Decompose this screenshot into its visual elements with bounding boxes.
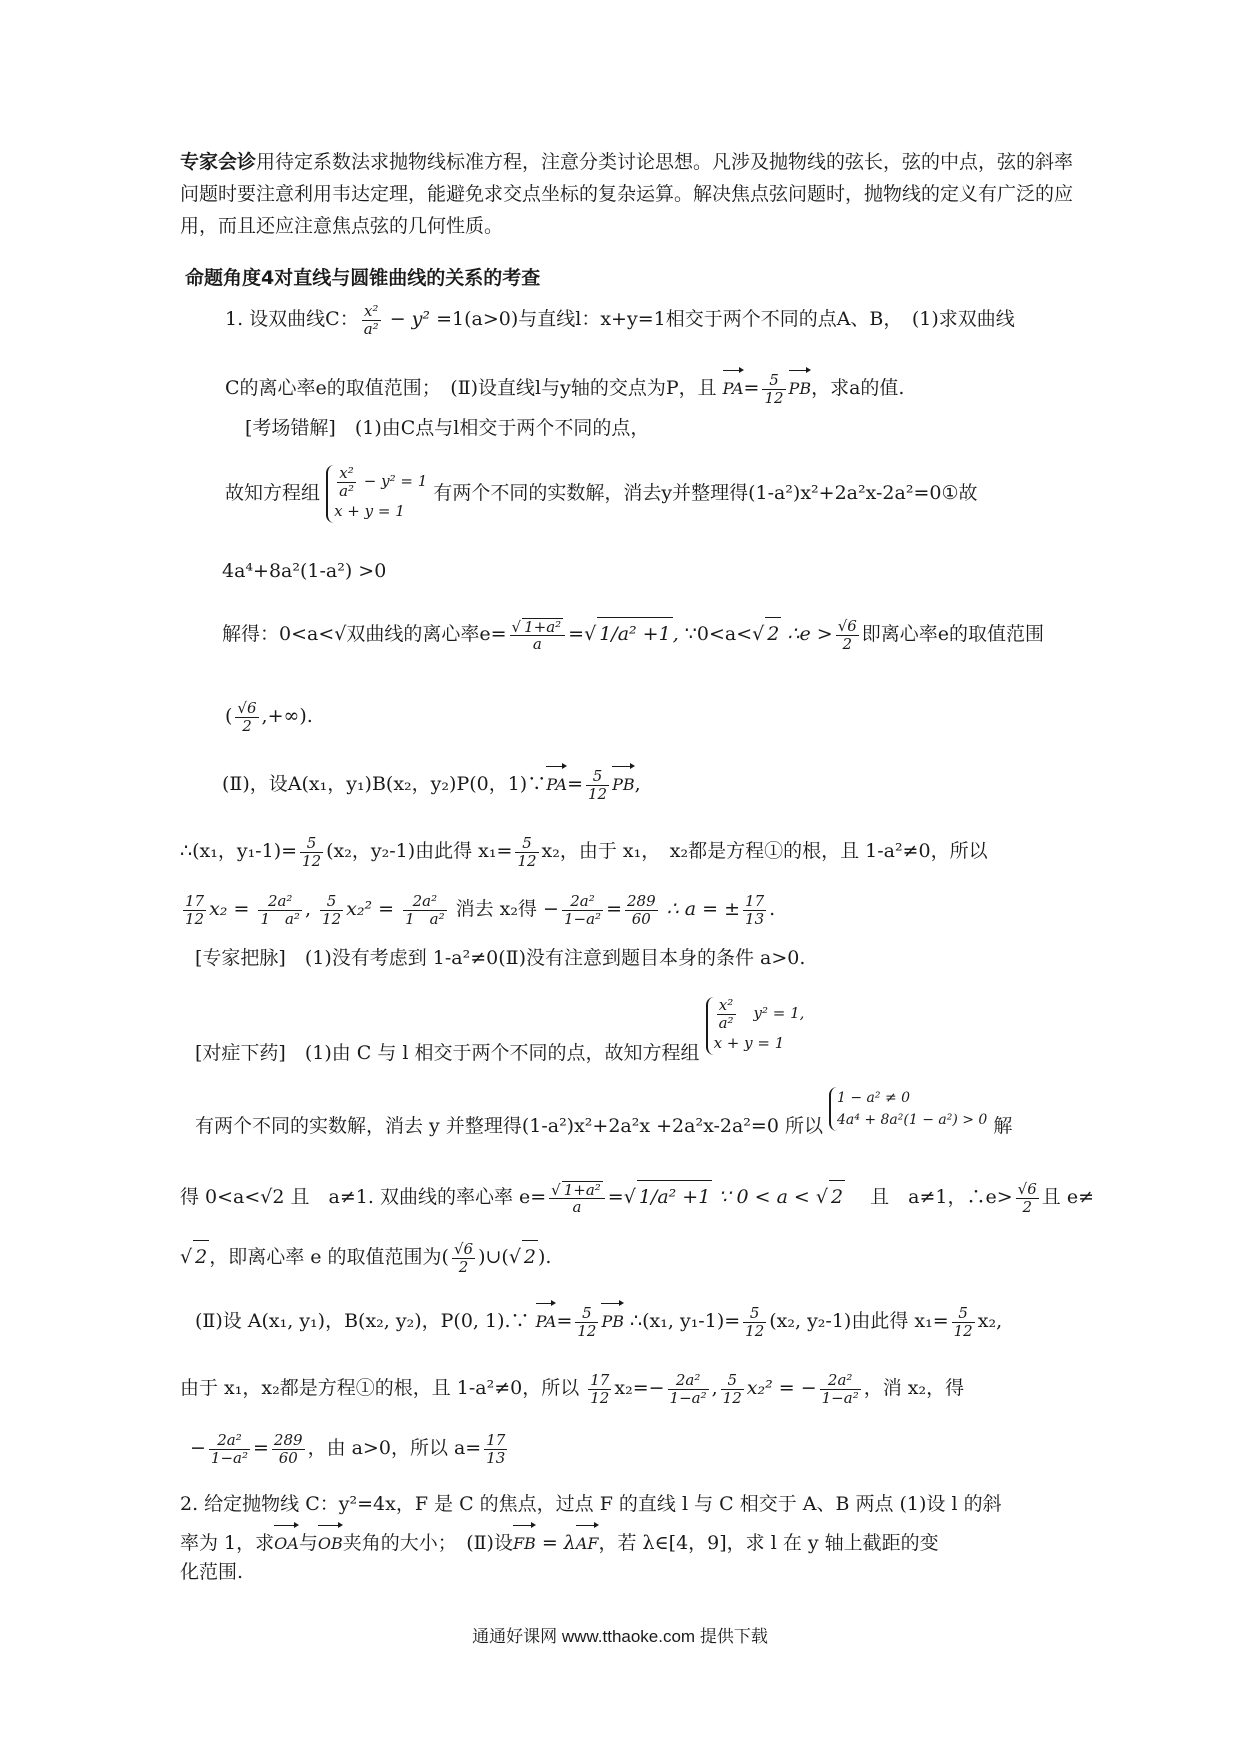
math-5-12: $\frac{5}{12}$ [517, 834, 537, 870]
correct-part2-line: (Ⅱ)设 A(x₁, y₁)，B(x₂, y₂)，P(0, 1).∵ PA= $\frac{5}{12}$ PB ∴(x₁, y₁-1)= $\frac{5}{12}$ (x₂, y₂-1)由此得 x₁= $\frac{5}{12}$ x₂, [195, 1300, 1002, 1339]
part2-solve-line: $\frac{17}{12}$ x₂ = $\frac{\text{2a²}}{\text{1 a²}}$ , $\frac{5}{12}$ x₂² = $\frac{\text{2a²}}{\text{1 a²}}$ 消去 x₂得 − $\frac{\text{2a²}}{\text{1−a²}}$ = $\frac{289}{60}$ ∴ a = ± $\frac{17}{13}$ . [185, 892, 776, 928]
footer-source: 通通好课网 www.tthaoke.com 提供下载 [472, 1627, 768, 1646]
math-5-12: $\frac{5}{12}$ [322, 892, 342, 928]
vector-pb: PB [612, 763, 635, 801]
math-minus-y2: − y² [383, 308, 437, 330]
correct-range-line: √ 2 ，即离心率 e 的取值范围为( $\frac{√6}{2}$ )∪(√ 2 ). [180, 1240, 552, 1276]
math-2a2-over-1-minus-a2: $\frac{\text{2a²}}{\text{1−a²}}$ [669, 1371, 707, 1407]
intro-lead: 专家会诊 [180, 151, 257, 173]
vector-pb: PB [789, 367, 812, 405]
problem2-line2: 率为 1，求OA与OB夹角的大小； (Ⅱ)设FB = λAF，若 λ∈[4，9]，求 l 在 y 轴上截距的变 [180, 1522, 939, 1560]
section-heading: 命题角度4对直线与圆锥曲线的关系的考查 [185, 267, 541, 289]
math-equation-system: $\frac{\text{x²}}{\text{a²}}$ y² = 1, x + y = 1 [706, 997, 805, 1055]
problem2-line3: 化范围. [180, 1561, 244, 1583]
math-sqrt6-over-2: $\frac{√6}{2}$ [453, 1240, 474, 1276]
part2-derivation-line: ∴(x₁，y₁-1)= $\frac{5}{12}$ (x₂，y₂-1)由此得 x₁= $\frac{5}{12}$ x₂，由于 x₁， x₂都是方程①的根，且 1-a²≠0，所以 [180, 834, 988, 870]
math-sqrt-expression: √ 1/a² +1 , [584, 623, 679, 645]
problem1-line2: C的离心率e的取值范围； (Ⅱ)设直线l与y轴的交点为P，且 PA= $\frac{5}{12}$ PB，求a的值. [225, 367, 904, 406]
math-inequality-system: 1 − a² ≠ 0 4a⁴ + 8a²(1 − a²) > 0 [829, 1087, 987, 1131]
discriminant-line: 4a⁴+8a²(1-a²) >0 [222, 560, 387, 582]
correct-solution-intro: [对症下药] (1)由 C 与 l 相交于两个不同的点，故知方程组 $\frac{\text{x²}}{\text{a²}}$ y² = 1, x + y = 1 [195, 996, 805, 1064]
math-sqrt2: √ 2 [180, 1246, 209, 1268]
math-5-12: $\frac{5}{12}$ [302, 834, 322, 870]
math-sqrt6-over-2: $\frac{√6}{2}$ [1017, 1180, 1037, 1216]
math-5-12: $\frac{5}{12}$ [745, 1304, 765, 1340]
correct-part2-solve: 由于 x₁，x₂都是方程①的根，且 1-a²≠0，所以 $\frac{17}{12}$ x₂=− $\frac{\text{2a²}}{\text{1−a²}}$ , $\frac{5}{12}$ x₂² = − $\frac{\text{2a²}}{\text{1−a²}}$ ，消 x₂，得 [180, 1371, 965, 1407]
math-sqrt-1-a2-over-a: $\frac{\text{√ 1+a²}}{a}$ [510, 618, 566, 653]
vector-pa: PA [546, 763, 567, 801]
math-5-12: $\frac{5}{12}$ [953, 1304, 973, 1340]
math-2a2-over-1-minus-a2: $\frac{\text{2a²}}{\text{1−a²}}$ [210, 1431, 248, 1467]
correct-eccentricity-line: 得 0<a<√2 且 a≠1. 双曲线的率心率 e= $\frac{\text{√ 1+a²}}{a}$ =√ 1/a² +1 ∵ 0 < a < √ 2 且 a≠1，∴e> $\frac{√6}{2}$ 且 e≠ [180, 1180, 1094, 1216]
intro-paragraph [180, 146, 1080, 242]
math-17-12: $\frac{17}{12}$ [185, 892, 205, 928]
math-2a2-over-1-minus-a2: $\frac{\text{2a²}}{\text{1−a²}}$ [563, 892, 602, 928]
wrong-solution-system: 故知方程组 $\frac{\text{x²}}{\text{a²}}$ − y² = 1 x + y = 1 有两个不同的实数解，消去y并整理得(1-a²)x²+2a²x-2a²=0①故 [225, 465, 978, 523]
correct-part2-answer: − $\frac{\text{2a²}}{\text{1−a²}}$ = $\frac{289}{60}$ ，由 a>0，所以 a= $\frac{17}{13}$ [190, 1431, 506, 1467]
math-x2-over-a2: $\frac{\text{x²}}{\text{a²}}$ [363, 302, 379, 338]
math-sqrt2: √ 2 [509, 1246, 538, 1268]
vector-fb: FB [513, 1522, 536, 1560]
math-2a2-over-1-minus-a2: $\frac{\text{2a²}}{\text{1−a²}}$ [821, 1371, 859, 1407]
problem1-line1: 1. 设双曲线C： $\frac{\text{x²}}{\text{a²}}$ − y² =1(a>0)与直线l：x+y=1相交于两个不同的点A、B， (1)求双曲线 [225, 302, 1015, 338]
math-2a2-over-1-a2: $\frac{\text{2a²}}{\text{1 a²}}$ [405, 892, 445, 928]
math-sqrt6-over-2: $\frac{√6}{2}$ [237, 699, 257, 735]
math-2a2-over-1-a2: $\frac{\text{2a²}}{\text{1 a²}}$ [260, 892, 300, 928]
math-17-12: $\frac{17}{12}$ [590, 1371, 610, 1407]
math-equation-system: $\frac{\text{x²}}{\text{a²}}$ − y² = 1 x + y = 1 [326, 465, 427, 523]
vector-ob: OB [318, 1522, 343, 1560]
eccentricity-line: 解得：0<a<√双曲线的离心率e= $\frac{\text{√ 1+a²}}{a}$ =√ 1/a² +1 , ∵0<a<√ 2 ∴e > $\frac{√6}{2}$ 即离心率e的取值范围 [222, 617, 1045, 653]
math-5-12: $\frac{5}{12}$ [722, 1371, 742, 1407]
math-sqrt-1-a2-over-a: $\frac{\text{√ 1+a²}}{a}$ [549, 1181, 605, 1216]
intro-text: 用待定系数法求抛物线标准方程，注意分类讨论思想。凡涉及抛物线的弦长，弦的中点，弦的斜率问题时要注意利用韦达定理，能避免求交点坐标的复杂运算。解决焦点弦问题时，抛物线的定义有广泛的应用，而且还应注意焦点弦的几何性质。 [180, 151, 1074, 237]
vector-oa: OA [274, 1522, 299, 1560]
vector-pb: PB [601, 1300, 624, 1338]
range-line: ( $\frac{√6}{2}$ ,+∞). [225, 699, 313, 735]
vector-pa: PA [536, 1300, 557, 1338]
math-sqrt2: √ 2 [752, 623, 781, 645]
math-289-60: $\frac{289}{60}$ [273, 1431, 303, 1467]
vector-pa: PA [723, 367, 744, 405]
problem2-line1: 2. 给定抛物线 C：y²=4x，F 是 C 的焦点，过点 F 的直线 l 与 C 相交于 A、B 两点 (1)设 l 的斜 [180, 1493, 1002, 1515]
vector-af: AF [576, 1522, 599, 1560]
wrong-solution-intro: [考场错解] (1)由C点与l相交于两个不同的点， [245, 417, 650, 439]
correct-solution-conditions: 有两个不同的实数解，消去 y 并整理得(1-a²)x²+2a²x +2a²x-2a²=0 所以 1 − a² ≠ 0 4a⁴ + 8a²(1 − a²) > 0 解 [195, 1105, 1012, 1149]
math-17-13: $\frac{17}{13}$ [486, 1431, 506, 1467]
math-17-13: $\frac{17}{13}$ [745, 892, 765, 928]
math-5-12: $\frac{5}{12}$ [588, 767, 608, 803]
part2-wrong-line: (Ⅱ)，设A(x₁，y₁)B(x₂，y₂)P(0，1)∵PA= $\frac{5}{12}$ PB, [222, 763, 641, 802]
math-289-60: $\frac{289}{60}$ [626, 892, 656, 928]
math-sqrt-expression: √ 1/a² +1 ∵ 0 < a < √ 2 [624, 1186, 845, 1208]
expert-diagnosis: [专家把脉] (1)没有考虑到 1-a²≠0(Ⅱ)没有注意到题目本身的条件 a>0. [195, 947, 806, 969]
math-sqrt6-over-2: $\frac{√6}{2}$ [837, 617, 857, 653]
math-5-12: $\frac{5}{12}$ [764, 371, 784, 407]
math-5-12: $\frac{5}{12}$ [577, 1304, 597, 1340]
